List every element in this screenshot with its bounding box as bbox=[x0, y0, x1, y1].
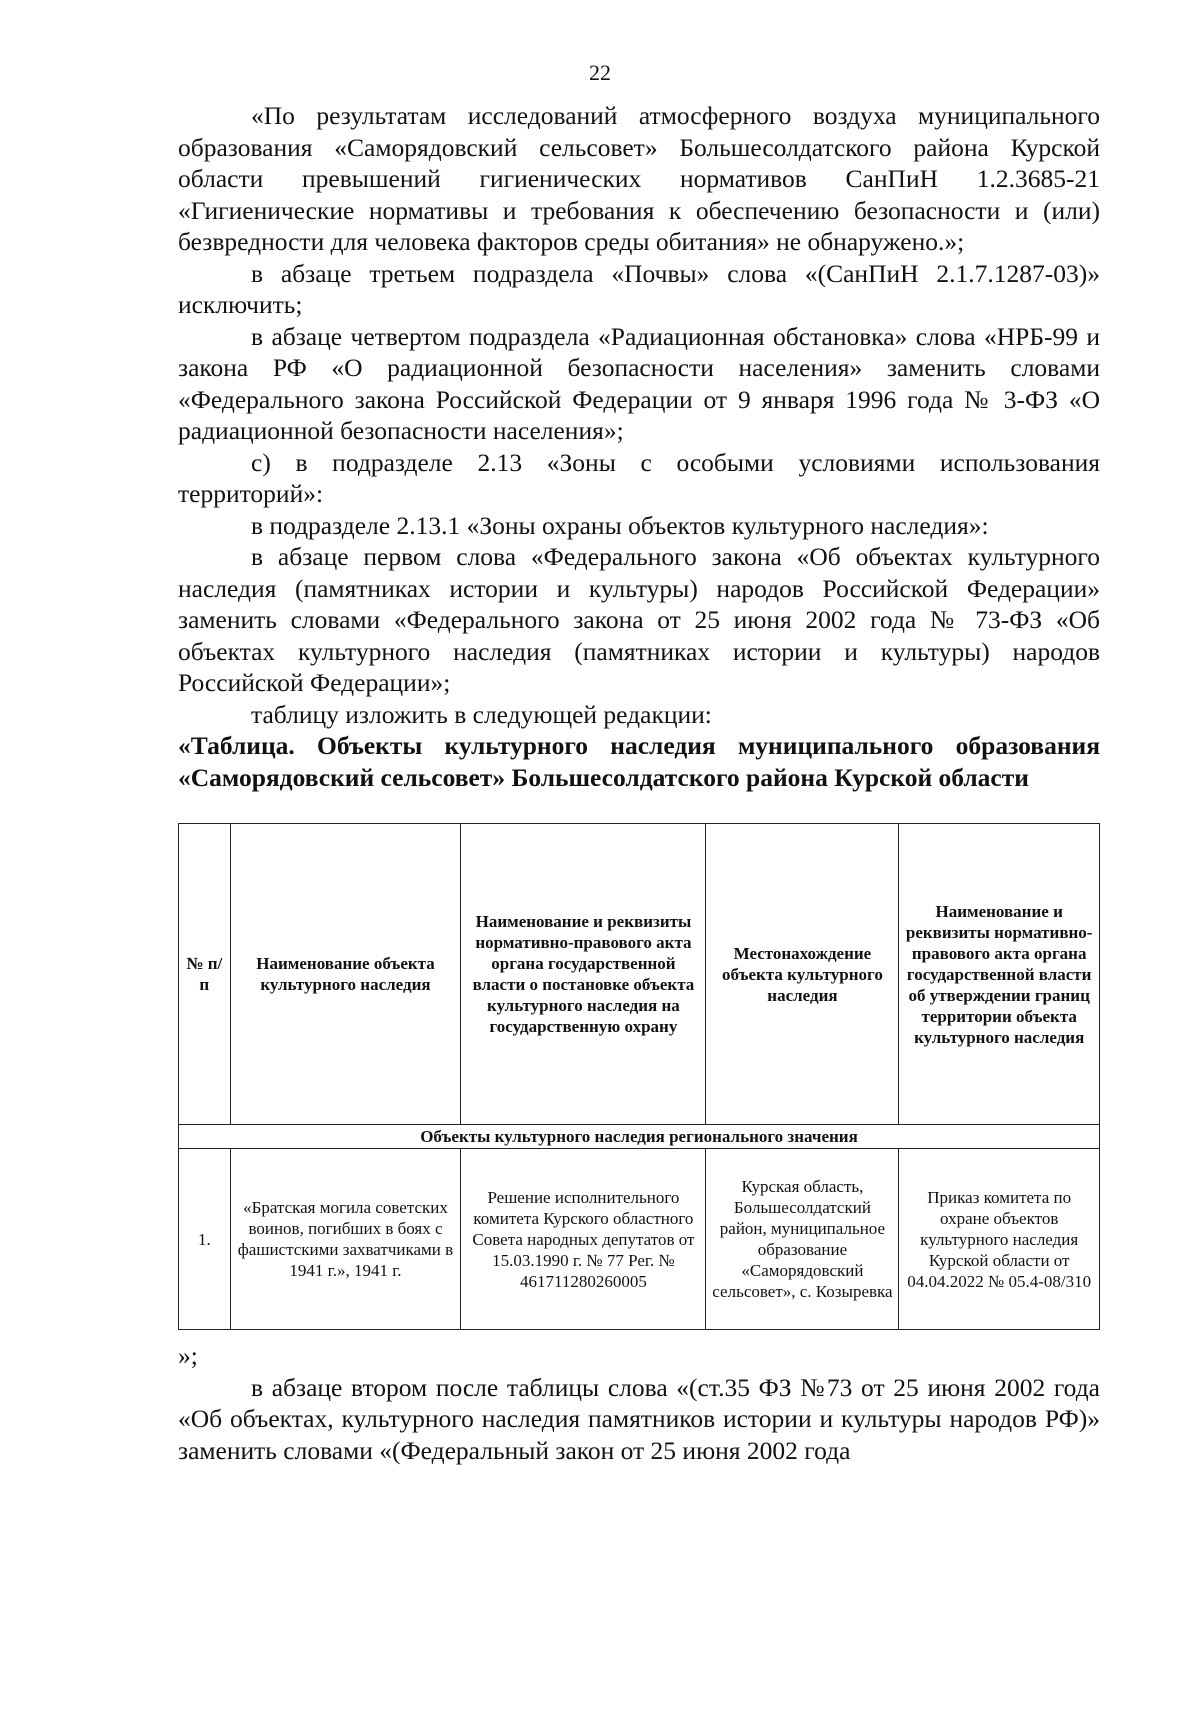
header-number: № п/п bbox=[179, 824, 231, 1125]
cell-location: Курская область, Большесолдатский район, муниципальное образование «Саморядовский сельсовет», с. Козыревка bbox=[706, 1149, 899, 1330]
document-body bbox=[178, 100, 1100, 1466]
page-number: 22 bbox=[589, 60, 611, 85]
table-title: «Таблица. Объекты культурного наследия муниципального образования «Саморядовский сельсовет» Большесолдатского района Курской области bbox=[178, 731, 1100, 792]
table-section-row bbox=[179, 1125, 1100, 1149]
paragraph-after-table: в абзаце втором после таблицы слова «(ст.35 ФЗ №73 от 25 июня 2002 года «Об объектах, культурного наследия памятников истории и культуры народов РФ)» заменить словами «(Федеральный закон от 25 июня 2002 года bbox=[178, 1372, 1100, 1465]
paragraph-heritage-zones: в подразделе 2.13.1 «Зоны охраны объектов культурного наследия»: bbox=[251, 510, 989, 540]
paragraph-soils: в абзаце третьем подраздела «Почвы» слова «(СанПиН 2.1.7.1287-03)» исключить; bbox=[178, 258, 1100, 319]
paragraph-table-intro: таблицу изложить в следующей редакции: bbox=[251, 699, 712, 729]
header-object-name: Наименование объекта культурного наследия bbox=[230, 824, 461, 1125]
paragraph-first-abzac: в абзаце первом слова «Федерального закона «Об объектах культурного наследия (памятниках истории и культуры) народов Российской Федерации» заменить словами «Федерального закона от 25 июня 2002 года № 73-ФЗ «Об объектах культурного наследия (памятниках истории и культуры) народов Российской Федерации»; bbox=[178, 542, 1100, 697]
header-protection-act: Наименование и реквизиты нормативно-правового акта органа государственной власти о постановке объекта культурного наследия на государственную охрану bbox=[461, 824, 706, 1125]
section-title: Объекты культурного наследия регионального значения bbox=[179, 1125, 1100, 1149]
cell-number: 1. bbox=[179, 1149, 231, 1330]
header-boundary-act: Наименование и реквизиты нормативно-правового акта органа государственной власти об утверждении границ территории объекта культурного наследия bbox=[899, 824, 1100, 1125]
closing-mark: »; bbox=[178, 1341, 198, 1370]
heritage-table bbox=[178, 823, 1100, 1330]
paragraph-radiation: в абзаце четвертом подраздела «Радиационная обстановка» слова «НРБ-99 и закона РФ «О радиационной безопасности населения» заменить словами «Федерального закона Российской Федерации от 9 января 1996 года № 3-ФЗ «О радиационной безопасности населения»; bbox=[178, 321, 1100, 445]
table-header-row bbox=[179, 824, 1100, 1125]
cell-object-name: «Братская могила советских воинов, погибших в боях с фашистскими захватчиками в 1941 г.», 1941 г. bbox=[230, 1149, 461, 1330]
paragraph-air-quality: «По результатам исследований атмосферного воздуха муниципального образования «Саморядовский сельсовет» Большесолдатского района Курской области превышений гигиенических нормативов СанПиН 1.2.3685-21 «Гигиенические нормативы и требования к обеспечению безопасности и (или) безвредности для человека факторов среды обитания» не обнаружено.»; bbox=[178, 101, 1100, 256]
table-row bbox=[179, 1149, 1100, 1330]
paragraph-zones: с) в подразделе 2.13 «Зоны с особыми условиями использования территорий»: bbox=[178, 447, 1100, 508]
header-location: Местонахождение объекта культурного наследия bbox=[706, 824, 899, 1125]
cell-protection-act: Решение исполнительного комитета Курского областного Совета народных депутатов от 15.03.1990 г. № 77 Рег. № 461711280260005 bbox=[461, 1149, 706, 1330]
cell-boundary-act: Приказ комитета по охране объектов культурного наследия Курской области от 04.04.2022 № 05.4-08/310 bbox=[899, 1149, 1100, 1330]
